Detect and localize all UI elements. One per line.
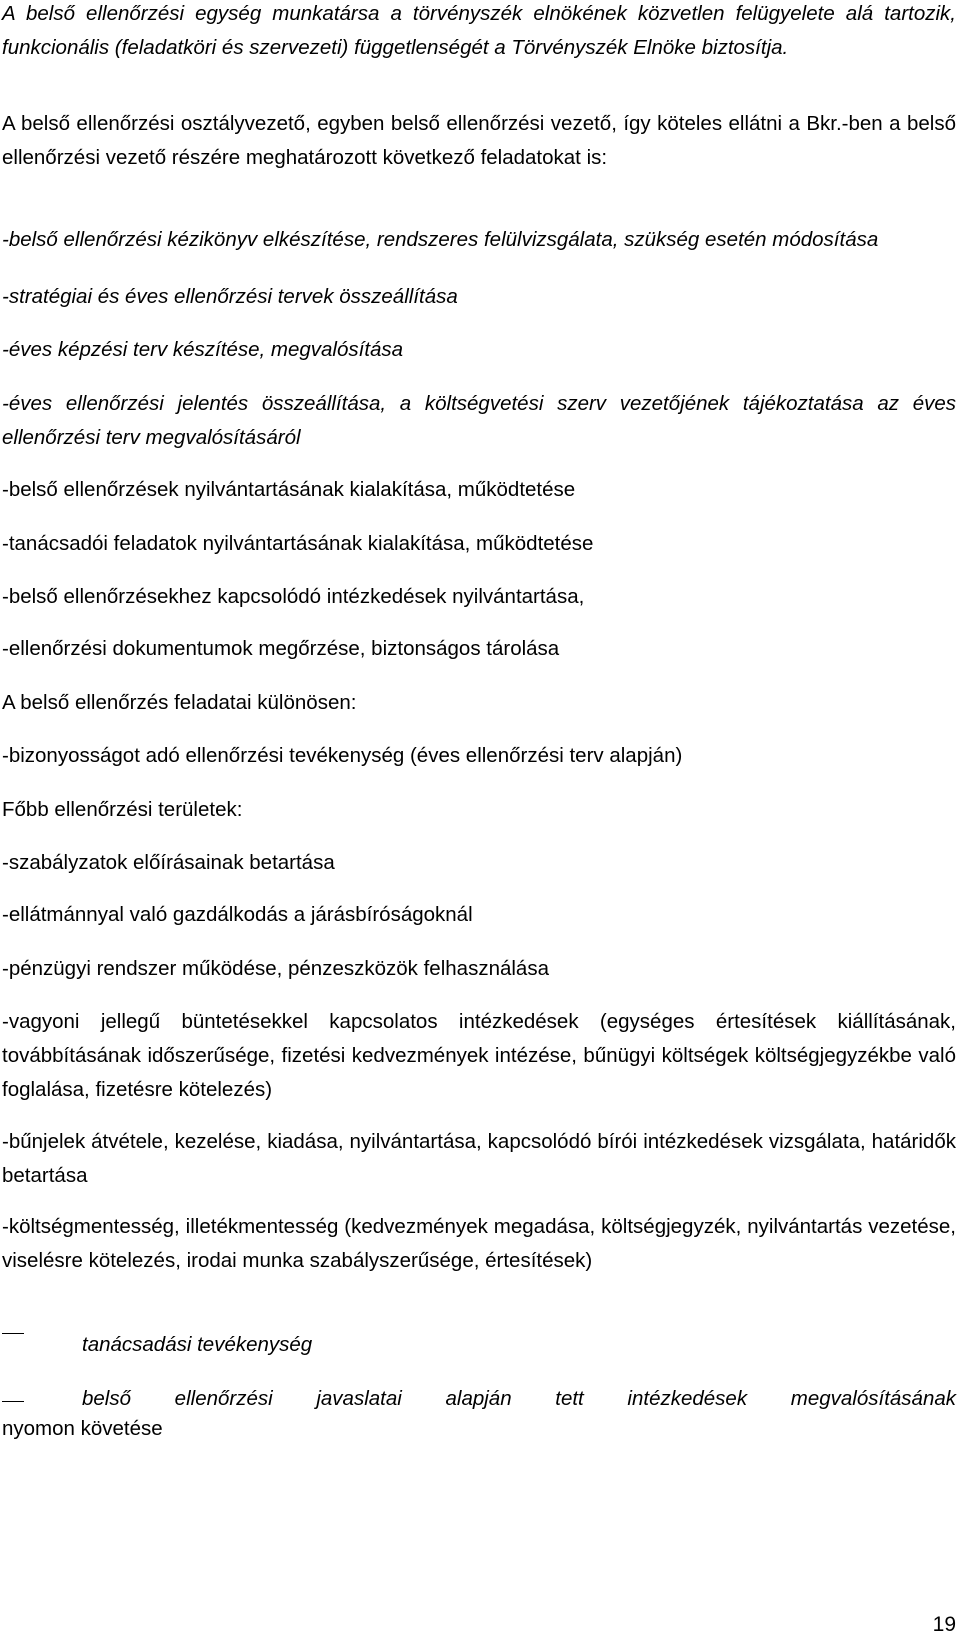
- bullet-follow-up-continuation: nyomon követése: [2, 1417, 163, 1440]
- list-item-property-penalties: -vagyoni jellegű büntetésekkel kapcsolatos intézkedések (egységes értesítések kiállításának, továbbításának időszerűsége, fizetési kedvezmények intézése, bűnügyi költségek költségjegyzékbe való foglalása, fizetésre kötelezés): [2, 1010, 956, 1101]
- list-item-regulations: -szabályzatok előírásainak betartása: [2, 851, 335, 874]
- bullet-advisory-activity: tanácsadási tevékenység: [82, 1333, 313, 1356]
- list-item-audit-records: -belső ellenőrzések nyilvántartásának kialakítása, működtetése: [2, 478, 576, 501]
- heading-main-audit-areas: Főbb ellenőrzési területek:: [2, 798, 243, 821]
- paragraph-head-of-audit-duties: A belső ellenőrzési osztályvezető, egyben belső ellenőrzési vezető, így köteles ellátni a Bkr.-ben a belső ellenőrzési vezető részére meghatározott következő feladatokat is:: [2, 112, 956, 169]
- list-item-annual-report: -éves ellenőrzési jelentés összeállítása, a költségvetési szerv vezetőjének tájékoztatása az éves ellenőrzési terv megvalósításáról: [2, 392, 956, 449]
- bullet-follow-up-first-line: belső ellenőrzési javaslatai alapján tett intézkedések megvalósításának: [82, 1387, 956, 1410]
- list-item-measures-records: -belső ellenőrzésekhez kapcsolódó intézkedések nyilvántartása,: [2, 585, 585, 608]
- list-item-audit-manual: -belső ellenőrzési kézikönyv elkészítése, rendszeres felülvizsgálata, szükség esetén módosítása: [2, 228, 879, 251]
- bullet-dash-icon: [2, 1401, 24, 1402]
- paragraph-independence: A belső ellenőrzési egység munkatársa a törvényszék elnökének közvetlen felügyelete alá tartozik, funkcionális (feladatköri és szervezeti) függetlenségét a Törvényszék Elnöke biztosítja.: [2, 2, 956, 59]
- page-number: 19: [932, 1613, 956, 1636]
- list-item-strategic-plans: -stratégiai és éves ellenőrzési tervek összeállítása: [2, 285, 458, 308]
- list-item-petty-cash: -ellátmánnyal való gazdálkodás a járásbíróságoknál: [2, 903, 473, 926]
- list-item-document-storage: -ellenőrzési dokumentumok megőrzése, biztonságos tárolása: [2, 637, 560, 660]
- heading-audit-tasks: A belső ellenőrzés feladatai különösen:: [2, 691, 357, 714]
- list-item-advisory-records: -tanácsadói feladatok nyilvántartásának kialakítása, működtetése: [2, 532, 594, 555]
- list-item-cost-exemption: -költségmentesség, illetékmentesség (kedvezmények megadása, költségjegyzék, nyilvántartás vezetése, viselésre kötelezés, irodai munka szabályszerűsége, értesítések): [2, 1215, 956, 1272]
- list-item-evidence-handling: -bűnjelek átvétele, kezelése, kiadása, nyilvántartása, kapcsolódó bírói intézkedések vizsgálata, határidők betartása: [2, 1130, 956, 1187]
- bullet-dash-icon: [2, 1333, 24, 1334]
- list-item-training-plan: -éves képzési terv készítése, megvalósítása: [2, 338, 404, 361]
- list-item-financial-system: -pénzügyi rendszer működése, pénzeszközök felhasználása: [2, 957, 549, 980]
- list-item-assurance-activity: -bizonyosságot adó ellenőrzési tevékenység (éves ellenőrzési terv alapján): [2, 744, 683, 767]
